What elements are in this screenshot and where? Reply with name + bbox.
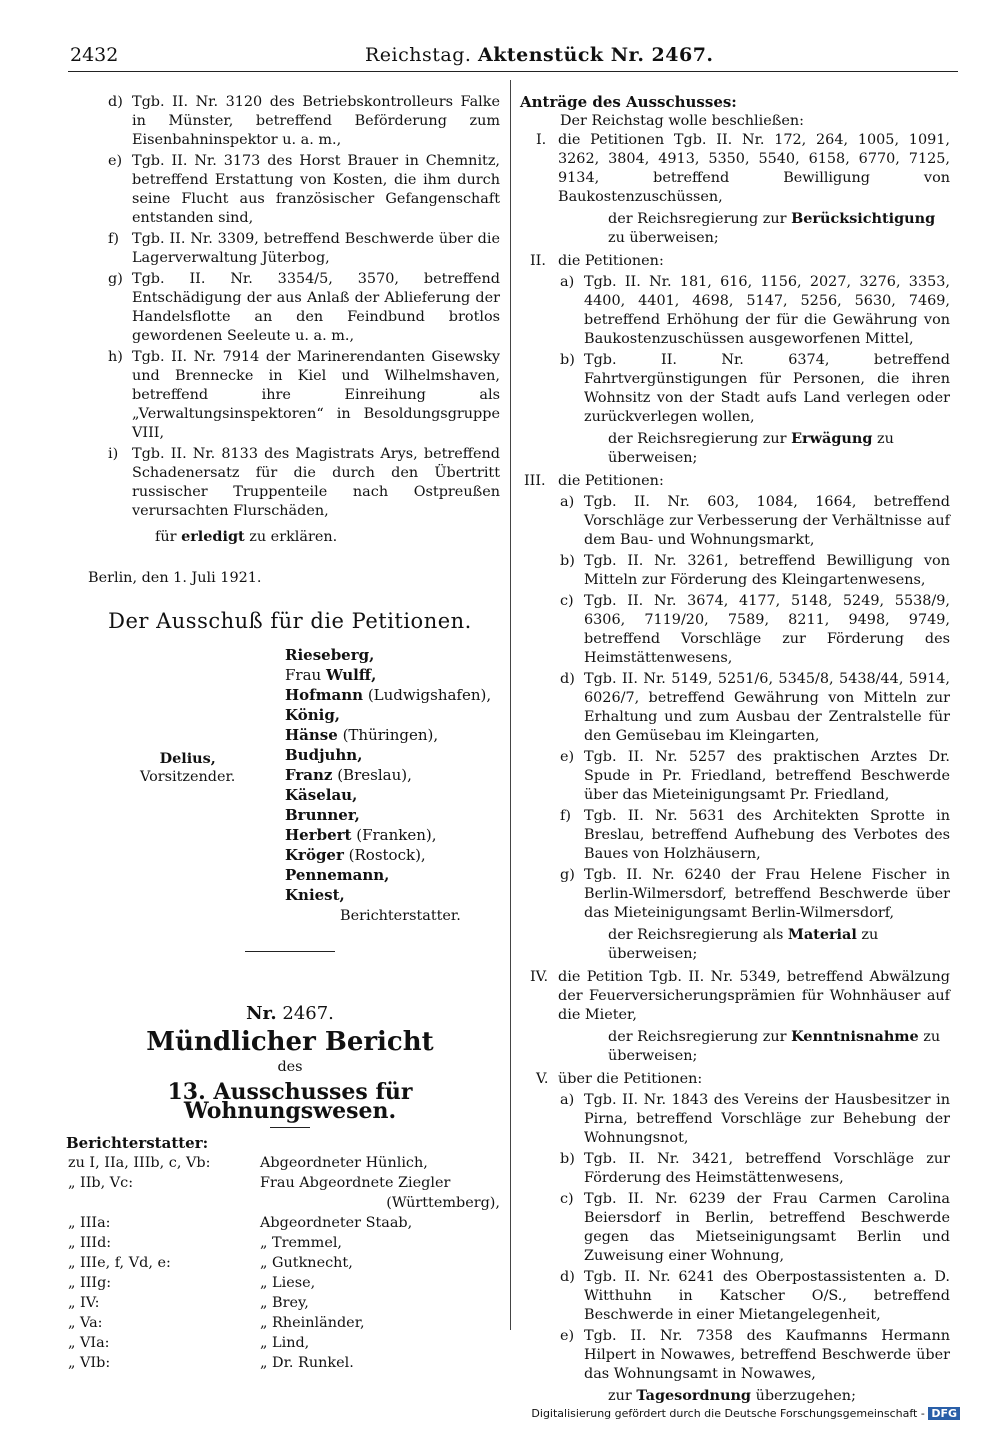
item-text: Tgb. II. Nr. 1843 des Vereins der Hausbesitzer in Pirna, betreffend Vorschläge zur Behebung der Wohnungsnot, [584,1092,950,1146]
reporter-row [68,1173,500,1193]
section-5-items [520,1091,950,1384]
member-name: Kröger [285,846,344,864]
report-committee: 13. Ausschusses für Wohnungswesen. [167,1079,413,1124]
item-label: e) [560,1328,575,1344]
list-item [520,1327,950,1384]
item-label: f) [560,808,571,824]
motions-intro: Der Reichstag wolle beschließen: [560,113,805,129]
member-name: Brunner, [285,806,360,824]
member-extra: (Franken), [351,826,437,844]
list-item [520,552,950,590]
section-3-text: die Petitionen: [558,473,664,489]
report-rule [270,1127,310,1128]
section-3-label: III. [524,473,546,489]
reporter-name: Frau Abgeordnete Ziegler [260,1175,451,1191]
member [285,885,491,905]
res-post: zu überweisen; [608,230,719,246]
res-bold: Kenntnisnahme [791,1028,919,1045]
reporter-row [68,1153,500,1173]
item-label: f) [108,231,119,247]
closing-pre: für [155,529,177,545]
item-text: Tgb. II. Nr. 7358 des Kaufmanns Hermann Hilpert in Nowawes, betreffend Beschwerde über das Wohnungsamt in Nowawes, [584,1328,950,1382]
list-item [520,273,950,349]
res-pre: der Reichsregierung zur [608,1029,787,1045]
member-list [285,645,491,905]
item-text: Tgb. II. Nr. 5257 des praktischen Arztes Dr. Spude in Pr. Friedland, betreffend Beschwerde über das Mieteinigungsamt Pr. Friedland, [584,749,950,803]
dfg-logo: DFG [928,1407,960,1420]
item-text: Tgb. II. Nr. 3674, 4177, 5148, 5249, 5538/9, 6306, 7119/20, 7589, 8211, 9498, 9749, betreffend Vorschläge zur Förderung des Heimstättenwesens, [584,593,950,666]
member [285,685,491,705]
reporters-list [68,1153,500,1373]
res-post: zu überweisen; [608,1029,941,1064]
item-label: g) [108,271,123,287]
item-label: d) [108,94,123,110]
member-name: Budjuhn, [285,746,363,764]
list-item [520,670,950,746]
item-label: b) [560,1151,575,1167]
reporter-scope: zu I, IIa, IIIb, c, Vb: [68,1155,211,1171]
page-number: 2432 [70,44,119,66]
member [285,845,491,865]
section-rule [245,951,335,952]
reporter-scope: „ IIIe, f, Vd, e: [68,1255,171,1271]
item-text: Tgb. II. Nr. 6240 der Frau Helene Fischer in Berlin-Wilmersdorf, betreffend Beschwerde über das Mieteinigungsamt Berlin-Wilmersdorf, [584,867,950,921]
section-5-resolution [520,1386,950,1406]
section-2 [520,252,950,271]
list-item [520,748,950,805]
reporter-name: (Württemberg), [386,1195,500,1211]
member-extra: (Rostock), [343,846,426,864]
section-1-label: I. [536,132,547,148]
reporter-row [68,1213,500,1233]
member-extra: (Thüringen), [337,726,439,744]
item-text: Tgb. II. Nr. 3261, betreffend Bewilligung von Mitteln zur Förderung des Kleingartenwesens, [584,553,950,588]
list-item [520,493,950,550]
report-nr-label: Nr. [246,1003,277,1024]
section-1-resolution [520,209,950,248]
res-pre: zur [608,1388,632,1404]
member [285,805,491,825]
item-label: h) [108,349,123,365]
section-4-text: die Petition Tgb. II. Nr. 5349, betreffend Abwälzung der Feuerversicherungsprämien für Wohnhäuser auf die Mieter, [558,969,950,1023]
res-pre: der Reichsregierung zur [608,431,787,447]
report-number [80,1004,500,1023]
res-bold: Berücksichtigung [791,210,936,227]
reporter-scope: „ IIb, Vc: [68,1175,134,1191]
date-line: Berlin, den 1. Juli 1921. [88,570,262,586]
right-column [520,93,950,1406]
section-3-items [520,493,950,923]
item-text: Tgb. II. Nr. 3309, betreffend Beschwerde über die Lagerverwaltung Jüterbog, [132,231,500,266]
res-bold: Erwägung [791,430,873,447]
reporter-scope: „ IIId: [68,1235,112,1251]
report-title: Mündlicher Bericht [146,1027,434,1057]
item-label: b) [560,352,575,368]
list-item [80,152,500,228]
left-closing [80,527,500,547]
member [285,705,491,725]
res-pre: der Reichsregierung als [608,927,784,943]
chair [140,749,235,787]
member [285,745,491,765]
member-name: König, [285,706,341,724]
reporter-name: „ Tremmel, [260,1235,343,1251]
reporter-name: „ Brey, [260,1295,309,1311]
member-name: Herbert [285,826,352,844]
report-des: des [277,1059,303,1075]
section-5-text: über die Petitionen: [558,1071,703,1087]
list-item [80,270,500,346]
list-item [80,445,500,521]
reporter-row [68,1273,500,1293]
section-3 [520,472,950,491]
member [285,825,491,845]
item-text: Tgb. II. Nr. 603, 1084, 1664, betreffend Vorschläge zur Verbesserung der Verhältnisse auf dem Bau- und Wohnungsmarkt, [584,494,950,548]
reporter-row [68,1353,500,1373]
list-item [80,348,500,443]
reporter-row [68,1293,500,1313]
list-item [520,1091,950,1148]
item-text: Tgb. II. Nr. 3421, betreffend Vorschläge zur Förderung des Heimstättenwesens, [584,1151,950,1186]
section-5 [520,1070,950,1089]
signature-block [80,645,500,924]
item-text: Tgb. II. Nr. 3354/5, 3570, betreffend Entschädigung der aus Anlaß der Ablieferung der Handelsflotte an den Feindbund brotlos gewordenen Seeleute u. a. m., [132,271,500,344]
res-bold: Tagesordnung [636,1387,751,1404]
list-item [520,1150,950,1188]
member-name: Wulff, [325,666,377,684]
reporter-scope: „ VIb: [68,1355,111,1371]
res-post: zu überweisen; [608,927,879,962]
member-name: Rieseberg, [285,646,375,664]
reporter-scope: „ IV: [68,1295,100,1311]
list-item [520,351,950,427]
section-4-label: IV. [530,969,549,985]
berichterstatter-label: Berichterstatter. [340,908,461,924]
item-label: d) [560,1269,575,1285]
section-5-label: V. [536,1071,549,1087]
reporter-scope: „ IIIa: [68,1215,111,1231]
item-label: e) [108,153,123,169]
reporter-name: „ Liese, [260,1275,316,1291]
reporter-scope: „ Va: [68,1315,103,1331]
item-text: Tgb. II. Nr. 7914 der Marinerendanten Gisewsky und Brennecke in Kiel und Wilhelmshaven, betreffend ihre Einreihung als „Verwaltungsinspektoren“ in Besoldungsgruppe VIII, [132,349,500,441]
item-label: d) [560,671,575,687]
item-text: Tgb. II. Nr. 3120 des Betriebskontrolleurs Falke in Münster, betreffend Beförderung zum Eisenbahninspektor u. a. m., [132,94,500,148]
res-post: zu überweisen; [608,431,894,466]
report-nr-value: 2467. [282,1003,334,1024]
left-column [66,93,500,1373]
section-2-items [520,273,950,427]
reporter-name: Abgeordneter Hünlich, [260,1155,428,1171]
member [285,785,491,805]
list-item [520,592,950,668]
column-divider [510,80,511,1330]
reporter-name: „ Lind, [260,1335,310,1351]
running-title [365,44,714,66]
list-item [520,866,950,923]
reporter-row [68,1253,500,1273]
member [285,665,491,685]
reporter-name: „ Dr. Runkel. [260,1355,354,1371]
item-label: a) [560,494,575,510]
item-text: Tgb. II. Nr. 6239 der Frau Carmen Carolina Beiersdorf in Berlin, betreffend Beschwerde gegen das Mietseinigungsamt Berlin und Zuweisung einer Wohnung, [584,1191,950,1264]
item-label: e) [560,749,575,765]
member-name: Hofmann [285,686,364,704]
item-text: Tgb. II. Nr. 181, 616, 1156, 2027, 3276, 3353, 4400, 4401, 4698, 5147, 5256, 5630, 7469, betreffend Erhöhung der für die Gewährung von Baukostenzuschüssen ausgeworfenen Mittel, [584,274,950,347]
member-extra: (Breslau), [332,766,412,784]
digitization-footer [531,1407,960,1420]
item-label: c) [560,593,574,609]
chair-role: Vorsitzender. [140,769,236,785]
member [285,645,491,665]
member-name: Käselau, [285,786,358,804]
member-name: Kniest, [285,886,345,904]
footer-text: Digitalisierung gefördert durch die Deutsche Forschungsgemeinschaft - [531,1407,925,1420]
left-items [80,93,500,521]
list-item [80,230,500,268]
member-name: Franz [285,766,333,784]
title-main: Aktenstück Nr. 2467. [477,44,714,66]
section-3-resolution [520,925,950,964]
reporter-row [68,1193,500,1213]
item-label: a) [560,1092,575,1108]
header-rule [68,71,958,72]
reporter-row [68,1313,500,1333]
item-text: Tgb. II. Nr. 6374, betreffend Fahrtvergünstigungen für Personen, die ihren Wohnsitz von der Stadt aufs Land verlegen oder zurückverlegen wollen, [584,352,950,425]
section-2-label: II. [530,253,546,269]
title-prefix: Reichstag. [365,44,472,66]
reporter-row [68,1333,500,1353]
item-label: b) [560,553,575,569]
committee-title: Der Ausschuß für die Petitionen. [108,609,472,633]
chair-name: Delius, [159,750,216,767]
closing-post: zu erklären. [249,529,338,545]
motions-head: Anträge des Ausschusses: [520,93,737,111]
reporter-scope: „ IIIg: [68,1275,112,1291]
member [285,725,491,745]
item-label: i) [108,446,119,462]
reporter-name: Abgeordneter Staab, [260,1215,413,1231]
section-2-text: die Petitionen: [558,253,664,269]
item-text: Tgb. II. Nr. 8133 des Magistrats Arys, betreffend Schadenersatz für die durch den Übertritt russischer Truppenteile nach Ostpreußen verursachten Flurschäden, [132,446,500,519]
item-text: Tgb. II. Nr. 5149, 5251/6, 5345/8, 5438/44, 5914, 6026/7, betreffend Gewährung von Mitteln zur Erhaltung und zum Ausbau der Zentralstelle für den Gemüsebau im Kleingarten, [584,671,950,744]
reporter-scope: „ VIa: [68,1335,110,1351]
item-text: Tgb. II. Nr. 3173 des Horst Brauer in Chemnitz, betreffend Erstattung von Kosten, die ihm durch seine Flucht aus französischer Gefangenschaft entstanden sind, [132,153,500,226]
list-item [520,1268,950,1325]
list-item [80,93,500,150]
res-post: überzugehen; [755,1388,856,1404]
res-pre: der Reichsregierung zur [608,211,787,227]
item-label: g) [560,867,575,883]
item-label: a) [560,274,575,290]
reporter-row [68,1233,500,1253]
member-extra: (Ludwigshafen), [363,686,492,704]
member-prefix: Frau [285,666,326,684]
section-1 [520,131,950,207]
reporters-head: Berichterstatter: [66,1134,209,1152]
section-4 [520,968,950,1025]
closing-bold: erledigt [181,528,245,545]
reporter-name: „ Rheinländer, [260,1315,365,1331]
section-2-resolution [520,429,950,468]
item-label: c) [560,1191,574,1207]
member-name: Pennemann, [285,866,390,884]
reporter-name: „ Gutknecht, [260,1255,353,1271]
member-name: Hänse [285,726,338,744]
member [285,765,491,785]
res-bold: Material [787,926,857,943]
section-4-resolution [520,1027,950,1066]
item-text: Tgb. II. Nr. 6241 des Oberpostassistenten a. D. Witthuhn in Katscher O/S., betreffend Beschwerde in einer Mietangelegenheit, [584,1269,950,1323]
list-item [520,807,950,864]
member [285,865,491,885]
list-item [520,1190,950,1266]
section-1-text: die Petitionen Tgb. II. Nr. 172, 264, 1005, 1091, 3262, 3804, 4913, 5350, 5540, 6158, 6770, 7125, 9134, betreffend Bewilligung von Baukostenzuschüssen, [558,132,950,205]
item-text: Tgb. II. Nr. 5631 des Architekten Sprotte in Breslau, betreffend Aufhebung des Verbotes des Baues von Holzhäusern, [584,808,950,862]
